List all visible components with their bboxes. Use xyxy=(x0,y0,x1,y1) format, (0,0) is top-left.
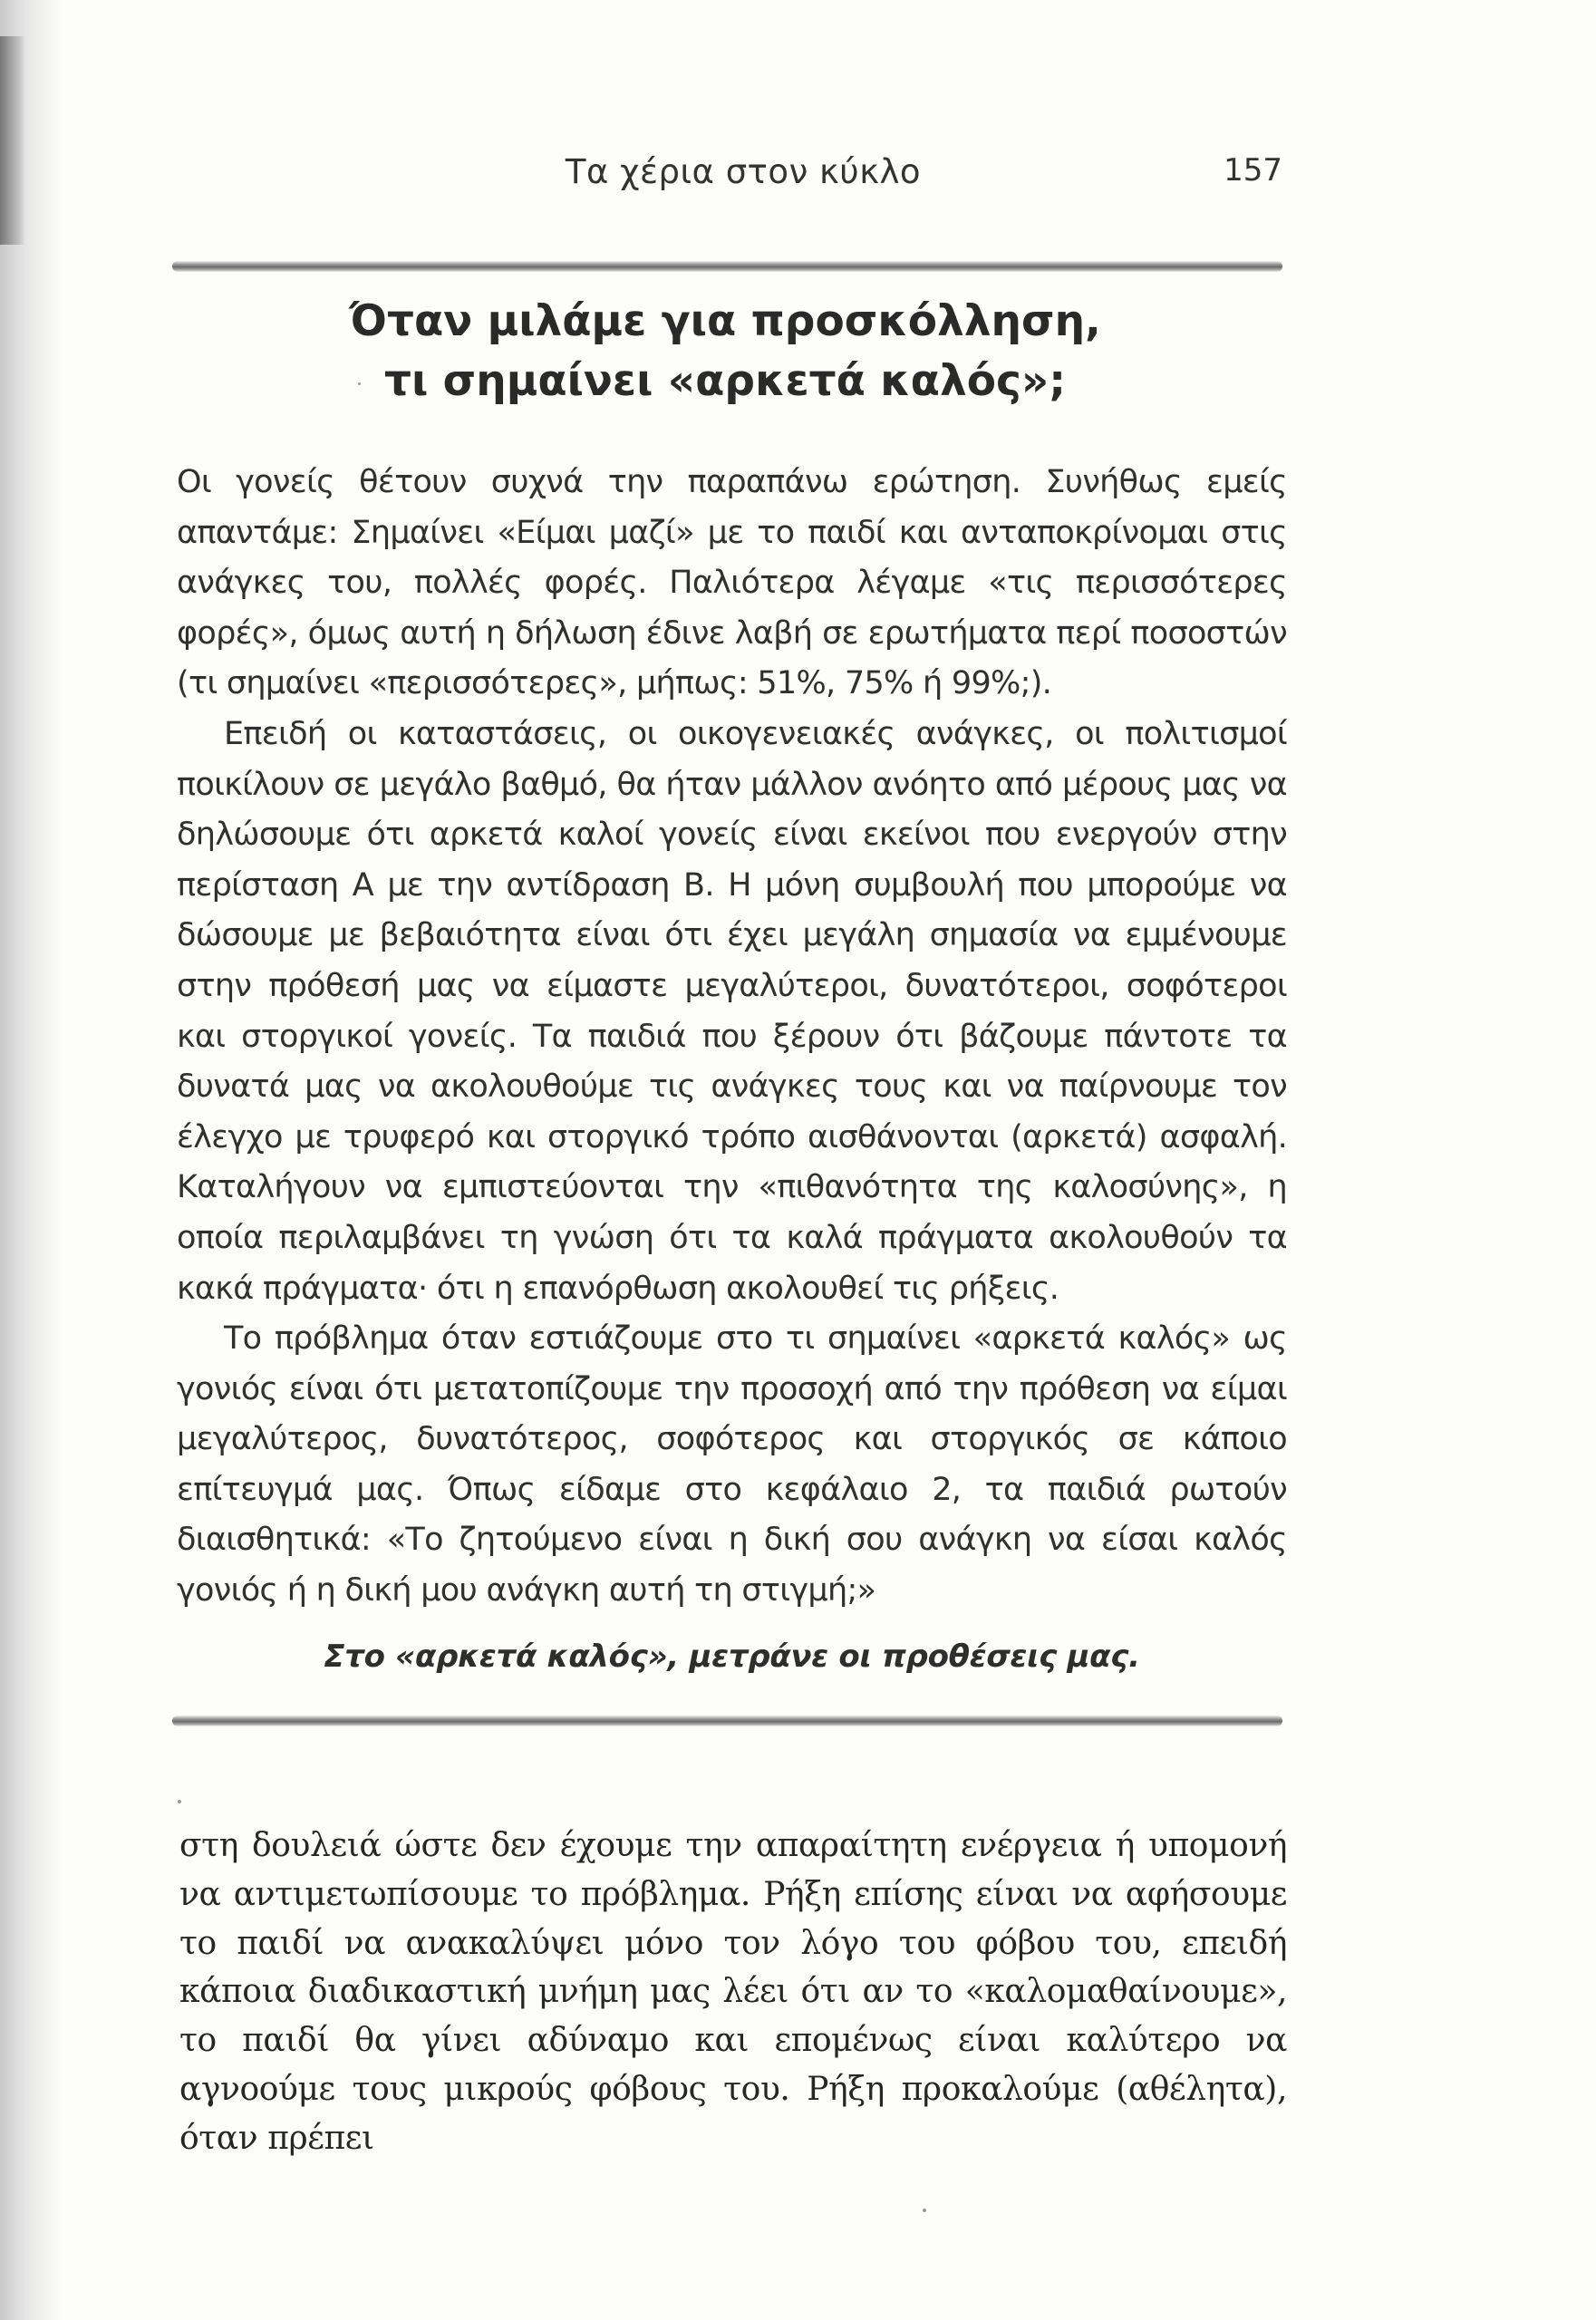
box-heading-line-1: Όταν μιλάμε για προσκόλληση, xyxy=(349,296,1101,346)
page-number: 157 xyxy=(1224,152,1282,188)
scan-shadow-dark xyxy=(0,36,25,245)
running-head xyxy=(0,152,1596,207)
running-head-title: Τα χέρια στον κύκλο xyxy=(565,152,922,191)
box-heading-line-2: τι σημαίνει «αρκετά καλός»; xyxy=(384,356,1066,406)
box-paragraph: Επειδή οι καταστάσεις, οι οικογενειακές ανάγκες, οι πολιτισμοί ποικίλουν σε μεγάλο βαθμό, θα ήταν μάλλον ανόητο από μέρους μας να δηλώσουμε ότι αρκετά καλοί γονείς είναι εκείνοι που ενεργούν στην περίσταση Α με την αντίδραση Β. Η μόνη συμβουλή που μπορούμε να δώσουμε με βεβαιότητα είναι ότι έχει μεγάλη σημασία να εμμένουμε στην πρόθεσή μας να είμαστε μεγαλύτεροι, δυνατότεροι, σοφότεροι και στοργικοί γονείς. Τα παιδιά που ξέρουν ότι βάζουμε πάντοτε τα δυνατά μας να ακολουθούμε τις ανάγκες τους και να παίρνουμε τον έλεγχο με τρυφερό και στοργικό τρόπο αισθάνονται (αρκετά) ασφαλή. Καταλήγουν να εμπιστεύονται την «πιθανότητα της καλοσύνης», η οποία περιλαμβάνει τη γνώση ότι τα καλά πράγματα ακολουθούν τα κακά πράγματα· ότι η επανόρθωση ακολουθεί τις ρήξεις. xyxy=(177,715,1287,1307)
box-emphasis-line: Στο «αρκετά καλός», μετράνε οι προθέσεις μας. xyxy=(324,1638,1140,1675)
box-paragraph: Το πρόβλημα όταν εστιάζουμε στο τι σημαίνει «αρκετά καλός» ως γονιός είναι ότι μετατοπίζουμε την προσοχή από την πρόθεση να είμαι μεγαλύτερος, δυνατότερος, σοφότερος και στοργικός σε κάποιο επίτευγμά μας. Όπως είδαμε στο κεφάλαιο 2, τα παιδιά ρωτούν διαισθητικά: «Το ζητούμενο είναι η δική σου ανάγκη να είσαι καλός γονιός ή η δική μου ανάγκη αυτή τη στιγμή;» xyxy=(177,1320,1287,1610)
body-paragraph: στη δουλειά ώστε δεν έχουμε την απαραίτητη ενέργεια ή υπομονή να αντιμετωπίσουμε το πρόβλημα. Ρήξη επίσης είναι να αφήσουμε το παιδί να ανακαλύψει μόνο τον λόγο του φόβου του, επειδή κάποια διαδικαστική μνήμη μας λέει ότι αν το «καλομαθαίνουμε», το παιδί θα γίνει αδύναμο και επομένως είναι καλύτερο να αγνοούμε τους μικρούς φόβους του. Ρήξη προκαλούμε (αθέλητα), όταν πρέπει xyxy=(179,1827,1287,2157)
box-paragraph: Οι γονείς θέτουν συχνά την παραπάνω ερώτηση. Συνήθως εμείς απαντάμε: Σημαίνει «Είμαι μαζί» με το παιδί και ανταποκρίνομαι στις ανάγκες του, πολλές φορές. Παλιότερα λέγαμε «τις περισσότερες φορές», όμως αυτή η δήλωση έδινε λαβή σε ερωτήματα περί ποσοστών (τι σημαίνει «περισσότερες», μήπως: 51%, 75% ή 99%;). xyxy=(177,464,1287,702)
box-bottom-rule xyxy=(172,1716,1282,1726)
box-heading xyxy=(208,292,1242,411)
box-body xyxy=(177,458,1287,1617)
scan-speck xyxy=(358,382,361,385)
scan-speck xyxy=(923,2209,926,2212)
box-top-rule xyxy=(172,261,1282,272)
scan-shadow xyxy=(0,0,63,2320)
main-body-text xyxy=(179,1822,1287,2163)
scan-speck xyxy=(178,1800,181,1803)
